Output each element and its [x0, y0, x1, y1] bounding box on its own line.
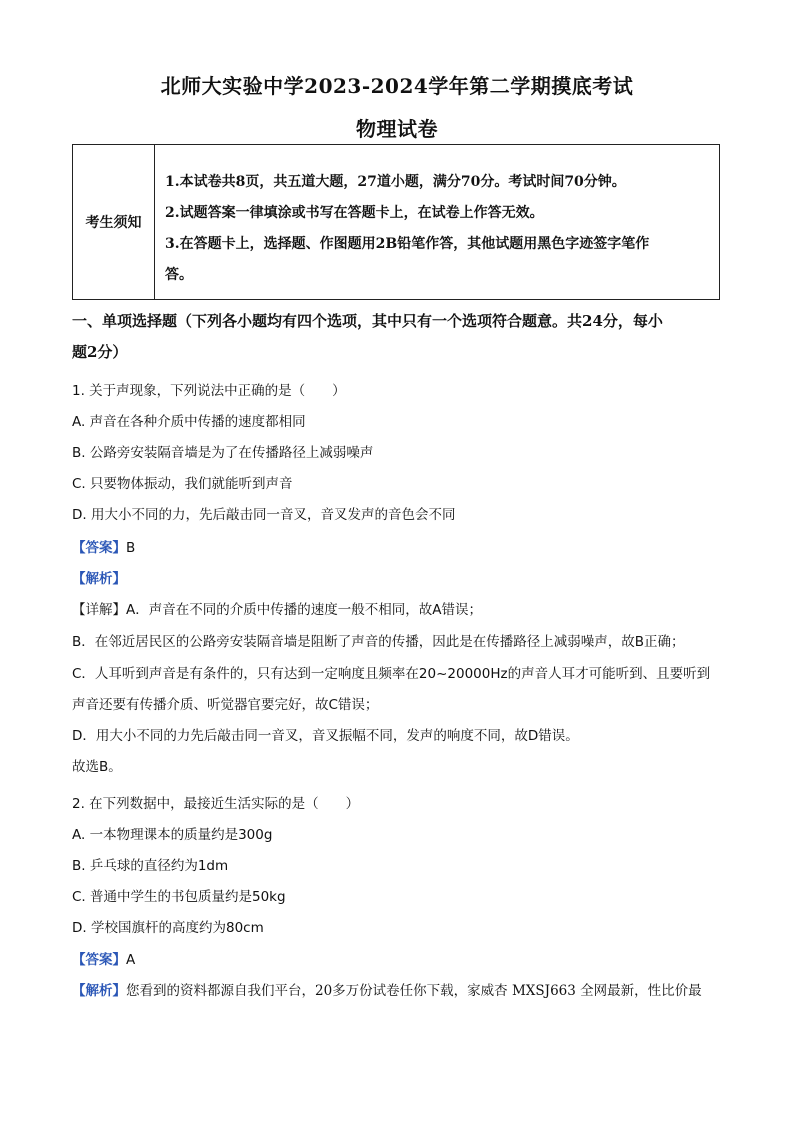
question-1-option-b: B. 公路旁安装隔音墙是为了在传播路径上减弱噪声: [72, 445, 374, 461]
question-1-option-d: D. 用大小不同的力，先后敲击同一音叉，音叉发声的音色会不同: [72, 507, 456, 523]
question-1-answer: [72, 536, 732, 556]
question-2-option-b: B. 乒乓球的直径约为1dm: [72, 858, 229, 874]
exam-title: 北师大实验中学2023-2024学年第二学期摸底考试: [160, 74, 634, 98]
analysis-tag: 【解析】: [72, 983, 126, 999]
notice-rule-1: 1.本试卷共8页，共五道大题，27道小题，满分70分。考试时间70分钟。: [165, 174, 626, 190]
detail-text: A．声音在不同的介质中传播的速度一般不相同，故A错误；: [126, 602, 482, 618]
answer-value: B: [126, 540, 136, 556]
question-1-stem: 1. 关于声现象，下列说法中正确的是（ ）: [72, 383, 346, 399]
analysis-text: 您看到的资料都源自我们平台，20多万份试卷任你下载，家威杏 MXSJ663 全网最新，性比价最: [126, 983, 702, 999]
answer-value: A: [126, 952, 136, 968]
question-1-detail-line-2: B．在邻近居民区的公路旁安装隔音墙是阻断了声音的传播，因此是在传播路径上减弱噪声，故B正确；: [72, 634, 685, 650]
answer-tag: 【答案】: [72, 952, 126, 968]
notice-rule-2: 2.试题答案一律填涂或书写在答题卡上，在试卷上作答无效。: [165, 205, 544, 221]
question-1-option-a: A. 声音在各种介质中传播的速度都相同: [72, 414, 306, 430]
question-2-option-a: A. 一本物理课本的质量约是300g: [72, 827, 273, 843]
notice-table: [72, 144, 720, 300]
question-2-stem: 2. 在下列数据中，最接近生活实际的是（ ）: [72, 796, 360, 812]
question-1-detail-line-1: [72, 598, 732, 618]
notice-rules: [165, 167, 715, 291]
section-heading-line-2: 题2分）: [72, 343, 128, 361]
question-1-analysis-tag: [72, 567, 732, 587]
question-2-option-d: D. 学校国旗杆的高度约为80cm: [72, 920, 264, 936]
notice-rule-3-cont: 答。: [165, 267, 193, 283]
question-2-analysis: [72, 979, 732, 999]
question-1-option-c: C. 只要物体振动，我们就能听到声音: [72, 476, 293, 492]
notice-label: 考生须知: [73, 145, 155, 299]
question-1-detail-line-5: D．用大小不同的力先后敲击同一音叉，音叉振幅不同，发声的响度不同，故D错误。: [72, 728, 579, 744]
section-heading-line-1: 一、单项选择题（下列各小题均有四个选项，其中只有一个选项符合题意。共24分，每小: [72, 312, 663, 330]
question-1-detail-line-3: C．人耳听到声音是有条件的，只有达到一定响度且频率在20~20000Hz的声音人耳才可能听到、且要听到: [72, 666, 711, 682]
question-2-option-c: C. 普通中学生的书包质量约是50kg: [72, 889, 286, 905]
section-heading: [72, 306, 722, 368]
detail-tag: 【详解】: [72, 602, 126, 618]
question-2-answer: [72, 948, 732, 968]
analysis-tag: 【解析】: [72, 571, 126, 587]
notice-rule-3: 3.在答题卡上，选择题、作图题用2B铅笔作答，其他试题用黑色字迹签字笔作: [165, 236, 650, 252]
question-1-conclusion: 故选B。: [72, 759, 122, 775]
exam-subject: 物理试卷: [356, 117, 438, 141]
question-1-detail-line-4: 声音还要有传播介质、听觉器官要完好，故C错误；: [72, 697, 379, 713]
answer-tag: 【答案】: [72, 540, 126, 556]
